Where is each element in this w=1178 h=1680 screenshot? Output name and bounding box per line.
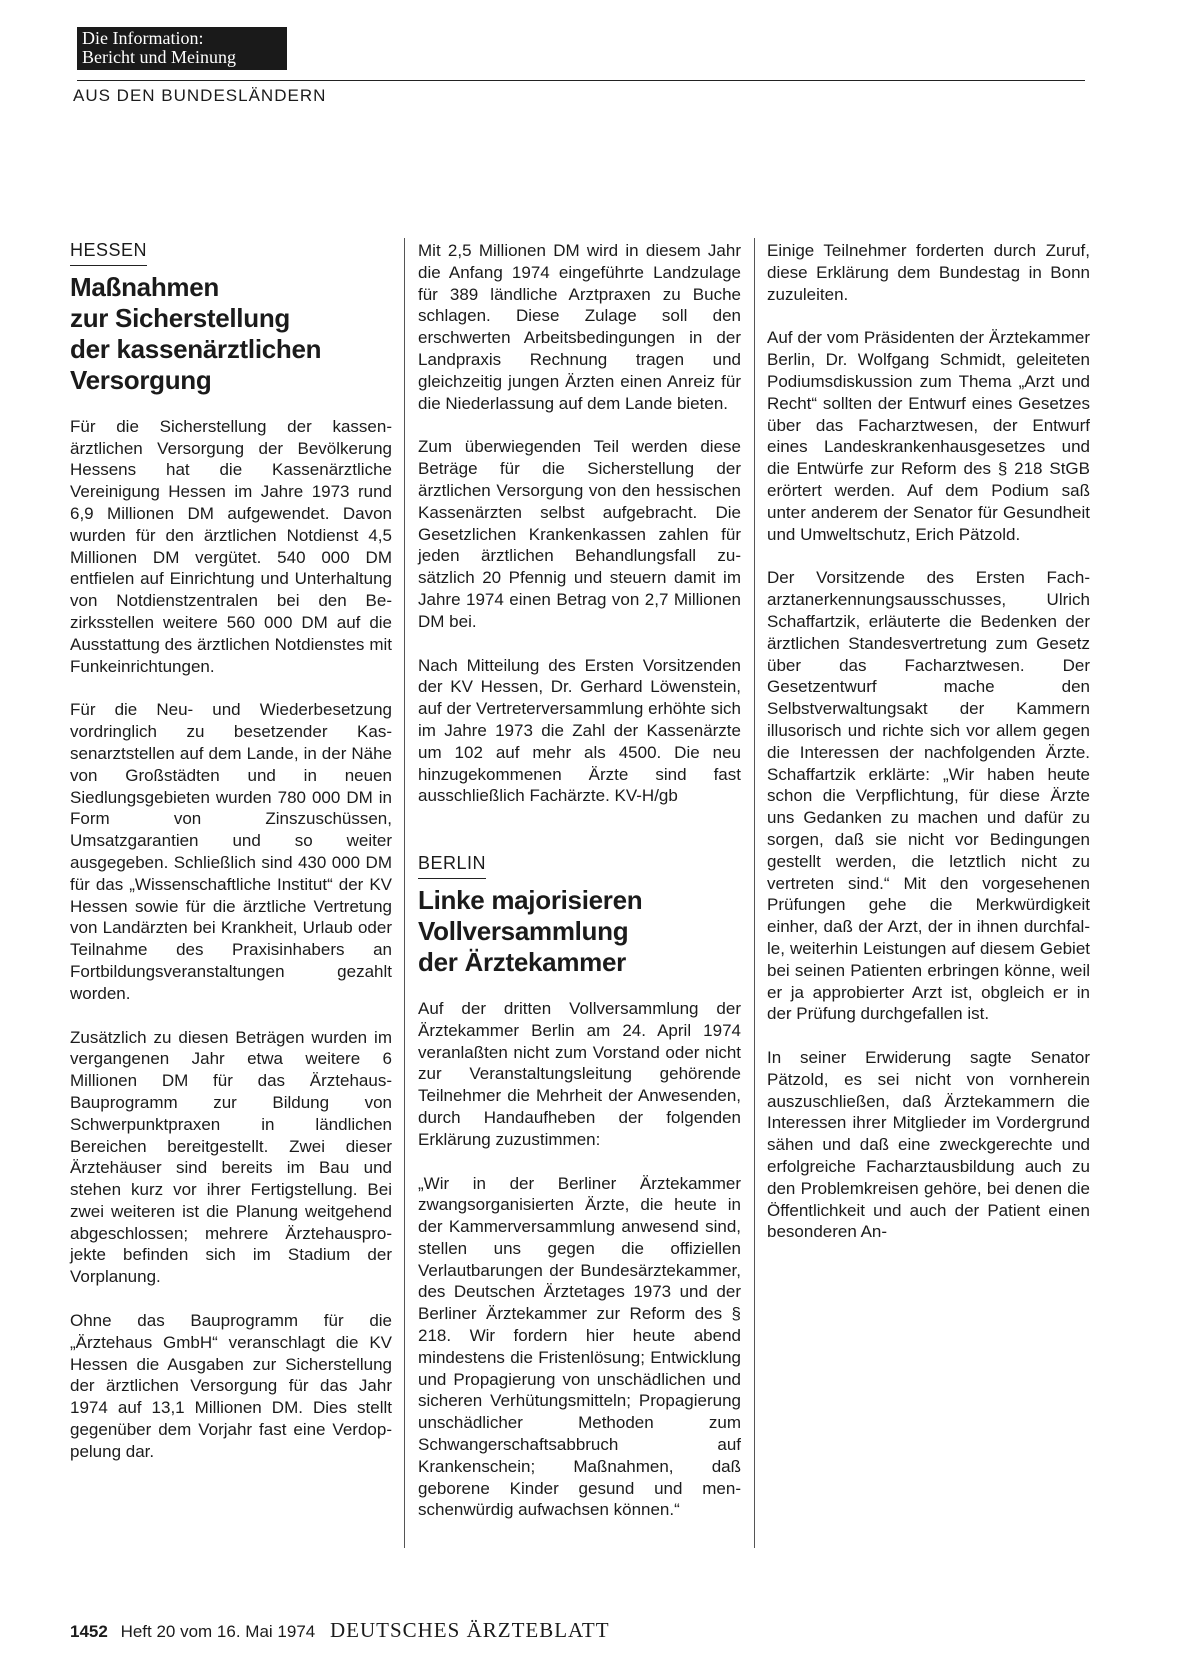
rubric-box-line-1: Die Information: [82,28,204,48]
column-1 [70,240,392,1485]
column-divider [404,238,405,1548]
rubric-box [77,27,287,70]
column-3 [767,240,1090,1265]
rubric-box-line-2: Bericht und Meinung [82,47,236,67]
article-1-paragraph: Mit 2,5 Millionen DM wird in diesem Jahr die Anfang 1974 eingeführte Landzulage für 389 ländliche Arztpraxen zu Buche schlagen. Diese Zulage soll den erschwerten Arbeitsbedingungen in der Landpraxis Rechnung tragen und gleichzeitig jungen Ärzten einen Anreiz für die Niederlassung auf dem Lande bieten. [418,241,741,413]
article-1-paragraph: Zusätzlich zu diesen Beträgen wurden im vergangenen Jahr etwa weitere 6 Millionen DM für das Ärztehaus-Bauprogramm zur Bildung von Schwerpunktpraxen in ländlichen Bereichen bereitgestellt. Zwei dieser Ärztehäuser sind bereits im Bau und stehen kurz vor ihrer Fertigstellung. Bei zwei weiteren ist die Planung weitgehend abgeschlossen; mehrere Ärztehausprojekte befinden sich im Stadium der Vorplanung. [70,1027,392,1287]
headline-line: der kassenärztlichen [70,333,322,364]
headline-line: Maßnahmen [70,271,219,302]
article-2-paragraph: Auf der vom Präsidenten der Ärztekammer Berlin, Dr. Wolfgang Schmidt, geleiteten Podiumsdiskussion zum Thema „Arzt und Recht“ sollten der Entwurf eines Gesetzes über das Facharztwesen, der Entwurf eines Landeskrankenhausgesetzes und die Entwürfe zur Reform des § 218 StGB erörtert werden. Auf dem Podium saß unter anderem der Senator für Gesundheit und Umweltschutz, Erich Pätzold. [767,328,1090,544]
article-2-paragraph: Auf der dritten Vollversammlung der Ärztekammer Berlin am 24. April 1974 veranlaßten nicht zum Vorstand oder nicht zur Veranstaltungsleitung gehörende Teilnehmer die Mehrheit der Anwesenden, durch Handaufheben der folgenden Erklärung zuzustimmen: [418,998,741,1149]
article-1-paragraph: Zum überwiegenden Teil werden diese Beträge für die Sicherstellung der ärztlichen Versorgung von den hessischen Kassenärzten selbst aufgebracht. Die Gesetzlichen Krankenkassen zahlen für jeden ärztlichen Behandlungsfall zusätzlich 20 Pfennig und steuern damit im Jahre 1974 einen Betrag von 2,7 Millionen DM bei. [418,437,741,631]
article-2-paragraph: Der Vorsitzende des Ersten Facharztanerkennungsausschusses, Ulrich Schaffartzik, erläuterte die Bedenken der ärztlichen Standesvertretung zum Gesetz über das Facharztwesen. Der Gesetzentwurf mache den Selbstverwaltungsakt der Kammern illusorisch und richte sich vor allem gegen die Interessen der nachfolgenden Ärzte. Schaffartzik erklärte: „Wir haben heute schon die Verpflichtung, für diese Ärzte uns Gedanken zu machen und dafür zu sorgen, daß sie nicht vor Bedingungen gestellt werden, die letztlich nicht zu vertreten sind.“ Mit den vorgesehenen Prüfungen gehe die Merkwürdigkeit einher, daß der Arzt, der in ihnen durchfalle, weiterhin Leistungen auf diesem Gebiet bei seinen Patienten erbringen könne, weil er ja approbierter Arzt ist, obgleich er in der Prüfung durchgefallen ist. [767,568,1090,1024]
article-1-headline [70,272,392,396]
article-1-paragraph: Nach Mitteilung des Ersten Vorsitzenden der KV Hessen, Dr. Gerhard Löwenstein, auf der Vertreterversammlung erhöhte sich im Jahre 1973 die Zahl der Kassenärzte um 102 auf mehr als 4500. Die neu hinzugekommenen Ärzte sind fast ausschließlich Fachärzte. KV-H/gb [418,655,741,806]
column-divider [754,238,755,1548]
article-2-paragraph: „Wir in der Berliner Ärztekammer zwangsorganisierten Ärzte, die heute in der Kammerversammlung anwesend sind, stellen uns gegen die offiziellen Verlautbarungen der Bundesärztekammer, des Deutschen Ärztetages 1973 und der Berliner Ärztekammer zur Reform des § 218. Wir fordern hier heute abend mindestens die Fristenlösung; Entwicklung und Propagierung von unschädlichen und sicheren Verhütungsmitteln; Propagierung unschädlicher Methoden zum Schwangerschaftsabbruch auf Krankenschein; Maßnahmen, daß geborene Kinder gesund und menschenwürdig aufwachsen können.“ [418,1173,741,1520]
article-2-rubric: BERLIN [418,853,486,879]
article-1-paragraph: Für die Neu- und Wiederbesetzung vordringlich zu besetzender Kassenarztstellen auf dem Lande, in der Nähe von Großstädten und in neuen Siedlungsgebieten wurden 780 000 DM in Form von Zinszuschüssen, Umsatzgarantien und so weiter ausgegeben. Schließlich sind 430 000 DM für das „Wissenschaftliche Institut“ der KV Hessen sowie für die ärztliche Vertretung von Landärzten bei Krankheit, Urlaub oder Teilnahme des Praxisinhabers an Fortbildungsveranstaltungen gezahlt worden. [70,700,392,1003]
article-1-paragraph: Ohne das Bauprogramm für die „Ärztehaus GmbH“ veranschlagt die KV Hessen die Ausgaben zur Sicherstellung der ärztlichen Versorgung für das Jahr 1974 auf 13,1 Millionen DM. Dies stellt gegenüber dem Vorjahr fast eine Verdoppelung dar. [70,1311,392,1461]
article-2-paragraph: In seiner Erwiderung sagte Senator Pätzold, es sei nicht von vornherein auszuschließen, daß Ärztekammern die Interessen ihrer Mitglieder im Vordergrund sähen und daß eine zweckgerechte und erfolgreiche Facharztausbildung auch zu den Problemkreisen gehöre, bei denen die Öffentlichkeit und auch der Patient einen besonderen An- [767,1048,1090,1242]
header-divider [77,80,1085,81]
headline-line: der Ärztekammer [418,946,626,977]
article-1-rubric: HESSEN [70,240,147,266]
publication-name: DEUTSCHES ÄRZTEBLATT [329,1618,610,1642]
page-footer [70,1618,610,1643]
headline-line: Linke majorisieren [418,884,643,915]
column-2 [418,240,741,1543]
issue-info: Heft 20 vom 16. Mai 1974 [120,1622,316,1641]
article-2-paragraph: Einige Teilnehmer forderten durch Zuruf, diese Erklärung dem Bundestag in Bonn zuzuleiten. [767,241,1090,304]
article-2-headline [418,885,741,978]
headline-line: Vollversammlung [418,915,629,946]
headline-line: Versorgung [70,364,212,395]
article-1-paragraph: Für die Sicherstellung der kassenärztlichen Versorgung der Bevölkerung Hessens hat die Kassenärztliche Vereinigung Hessen im Jahre 1973 rund 6,9 Millionen DM aufgewendet. Davon wurden für den ärztlichen Notdienst 4,5 Millionen DM vergütet. 540 000 DM entfielen auf Einrichtung und Unterhaltung von Notdienstzentralen bei den Bezirksstellen weitere 560 000 DM auf die Ausstattung des ärztlichen Notdienstes mit Funkeinrichtungen. [70,416,392,676]
section-title: AUS DEN BUNDESLÄNDERN [73,86,327,105]
headline-line: zur Sicherstellung [70,302,290,333]
page-number: 1452 [70,1622,108,1641]
